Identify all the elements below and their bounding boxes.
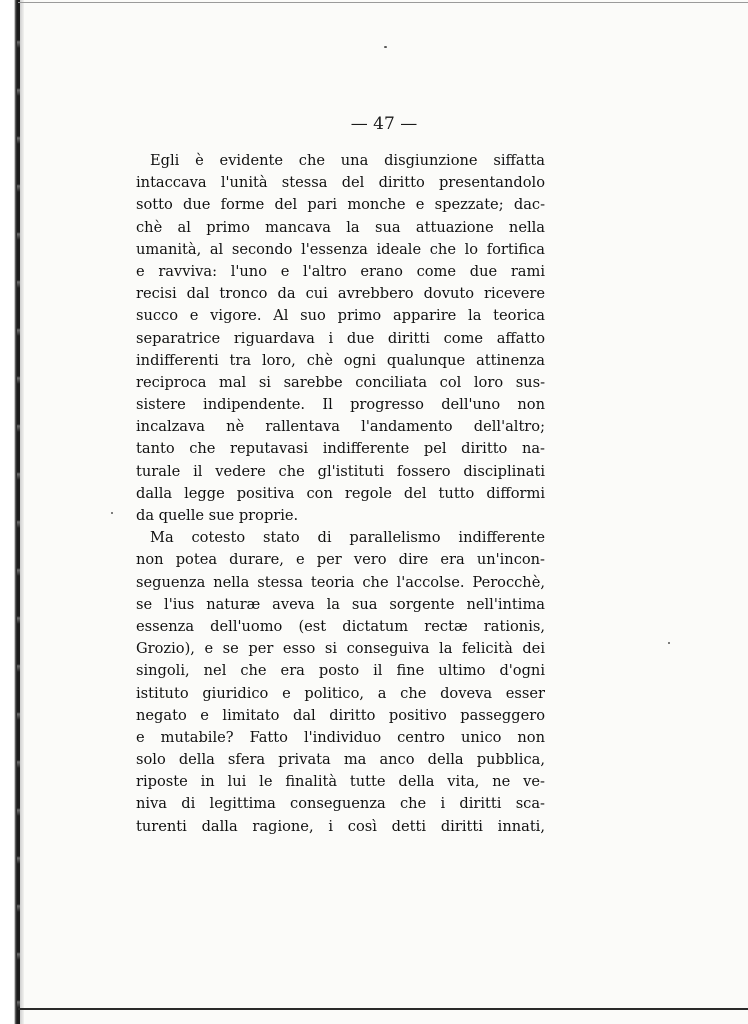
print-speck	[384, 46, 387, 48]
text-line: essenza dell'uomo (est dictatum rectæ rationis,	[136, 617, 545, 635]
bottom-edge-rule	[18, 1008, 748, 1010]
text-line: solo della sfera privata ma anco della pubblica,	[136, 751, 545, 769]
text-line: chè al primo mancava la sua attuazione nella	[136, 218, 545, 236]
binding-edge	[0, 0, 24, 1024]
text-line: Ma cotesto stato di parallelismo indifferente	[150, 529, 545, 547]
text-line: da quelle sue proprie.	[136, 507, 299, 524]
text-line: negato e limitato dal diritto positivo passeggero	[136, 706, 545, 724]
text-line: Egli è evidente che una disgiunzione siffatta	[150, 152, 545, 169]
print-speck	[111, 512, 113, 514]
text-line: sotto due forme del pari monche e spezzate; dac-	[136, 196, 545, 214]
text-line: recisi dal tronco da cui avrebbero dovuto ricevere	[136, 285, 545, 303]
text-line: separatrice riguardava i due diritti come affatto	[136, 329, 545, 347]
text-line: intaccava l'unità stessa del diritto presentandolo	[136, 174, 545, 192]
text-line: istituto giuridico e politico, a che doveva esser	[136, 684, 545, 702]
text-line: sistere indipendente. Il progresso dell'uno non	[136, 396, 545, 414]
text-line: singoli, nel che era posto il fine ultimo d'ogni	[136, 662, 545, 680]
text-line: incalzava nè rallentava l'andamento dell'altro;	[136, 418, 545, 436]
text-line: riposte in lui le finalità tutte della vita, ne ve-	[136, 773, 545, 791]
text-line: turenti dalla ragione, i così detti diritti innati,	[136, 817, 545, 835]
body-text	[136, 150, 545, 838]
top-edge-rule	[18, 2, 748, 3]
page-number: — 47 —	[350, 114, 418, 134]
text-line: se l'ius naturæ aveva la sua sorgente nell'intima	[136, 595, 545, 613]
text-line: e mutabile? Fatto l'individuo centro unico non	[136, 728, 545, 746]
text-line: succo e vigore. Al suo primo apparire la teorica	[136, 307, 545, 325]
text-line: e ravviva: l'uno e l'altro erano come due rami	[136, 262, 545, 280]
text-line: indifferenti tra loro, chè ogni qualunque attinenza	[136, 351, 545, 369]
text-line: umanità, al secondo l'essenza ideale che lo fortifica	[136, 240, 545, 258]
text-line: Grozio), e se per esso si conseguiva la felicità dei	[136, 640, 545, 658]
text-line: reciproca mal si sarebbe conciliata col loro sus-	[136, 373, 545, 391]
text-line: tanto che reputavasi indifferente pel diritto na-	[136, 440, 545, 458]
text-line: non potea durare, e per vero dire era un'incon-	[136, 551, 545, 569]
text-line: seguenza nella stessa teoria che l'accolse. Perocchè,	[136, 573, 545, 591]
text-line: turale il vedere che gl'istituti fossero disciplinati	[136, 462, 545, 480]
print-speck	[668, 642, 670, 644]
text-line: niva di legittima conseguenza che i diritti sca-	[136, 795, 545, 813]
text-line: dalla legge positiva con regole del tutto difformi	[136, 484, 545, 502]
